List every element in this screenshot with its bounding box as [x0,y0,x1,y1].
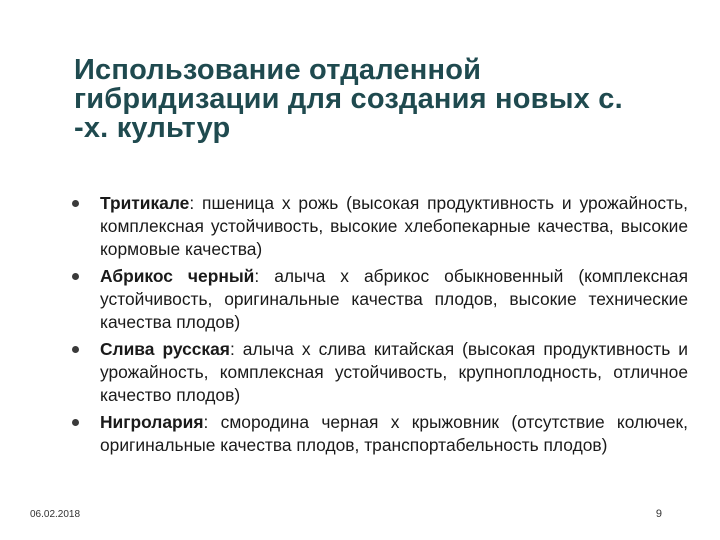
bullet-dot-icon [72,419,79,426]
page-number: 9 [655,508,662,520]
slide-title [74,56,694,143]
bullet-text: : пшеница х рожь (высокая продуктивность и урожайность, комплексная устойчивость, высокие хлебопекарные качества, высокие кормовые качества) [100,193,688,259]
bullet-text: : алыча х слива китайская (высокая продуктивность и урожайность, комплексная устойчивость, крупноплодность, отличное качество плодов) [100,339,688,405]
bullet-dot-icon [72,346,79,353]
bullet-text: : смородина черная х крыжовник (отсутствие колючек, оригинальные качества плодов, транспортабельность плодов) [100,412,688,455]
bullet-item-nigrolaria [100,411,688,457]
bullet-list [100,192,688,461]
bullet-item-black-apricot [100,265,688,334]
bullet-item-triticale [100,192,688,261]
footer-date: 06.02.2018 [30,509,81,520]
bullet-term: Абрикос черный [100,266,255,286]
bullet-item-russian-plum [100,338,688,407]
slide-title-line-3: -х. культур [74,112,231,144]
bullet-term: Тритикале [100,193,190,213]
bullet-text: : алыча х абрикос обыкновенный (комплексная устойчивость, оригинальные качества плодов, высокие технические качества плодов) [100,266,688,332]
bullet-dot-icon [72,200,79,207]
bullet-term: Слива русская [100,339,230,359]
bullet-term: Нигролария [100,412,204,432]
bullet-dot-icon [72,273,79,280]
slide-title-line-2: гибридизации для создания новых с. [74,83,623,115]
slide-title-line-1: Использование отдаленной [74,54,482,86]
